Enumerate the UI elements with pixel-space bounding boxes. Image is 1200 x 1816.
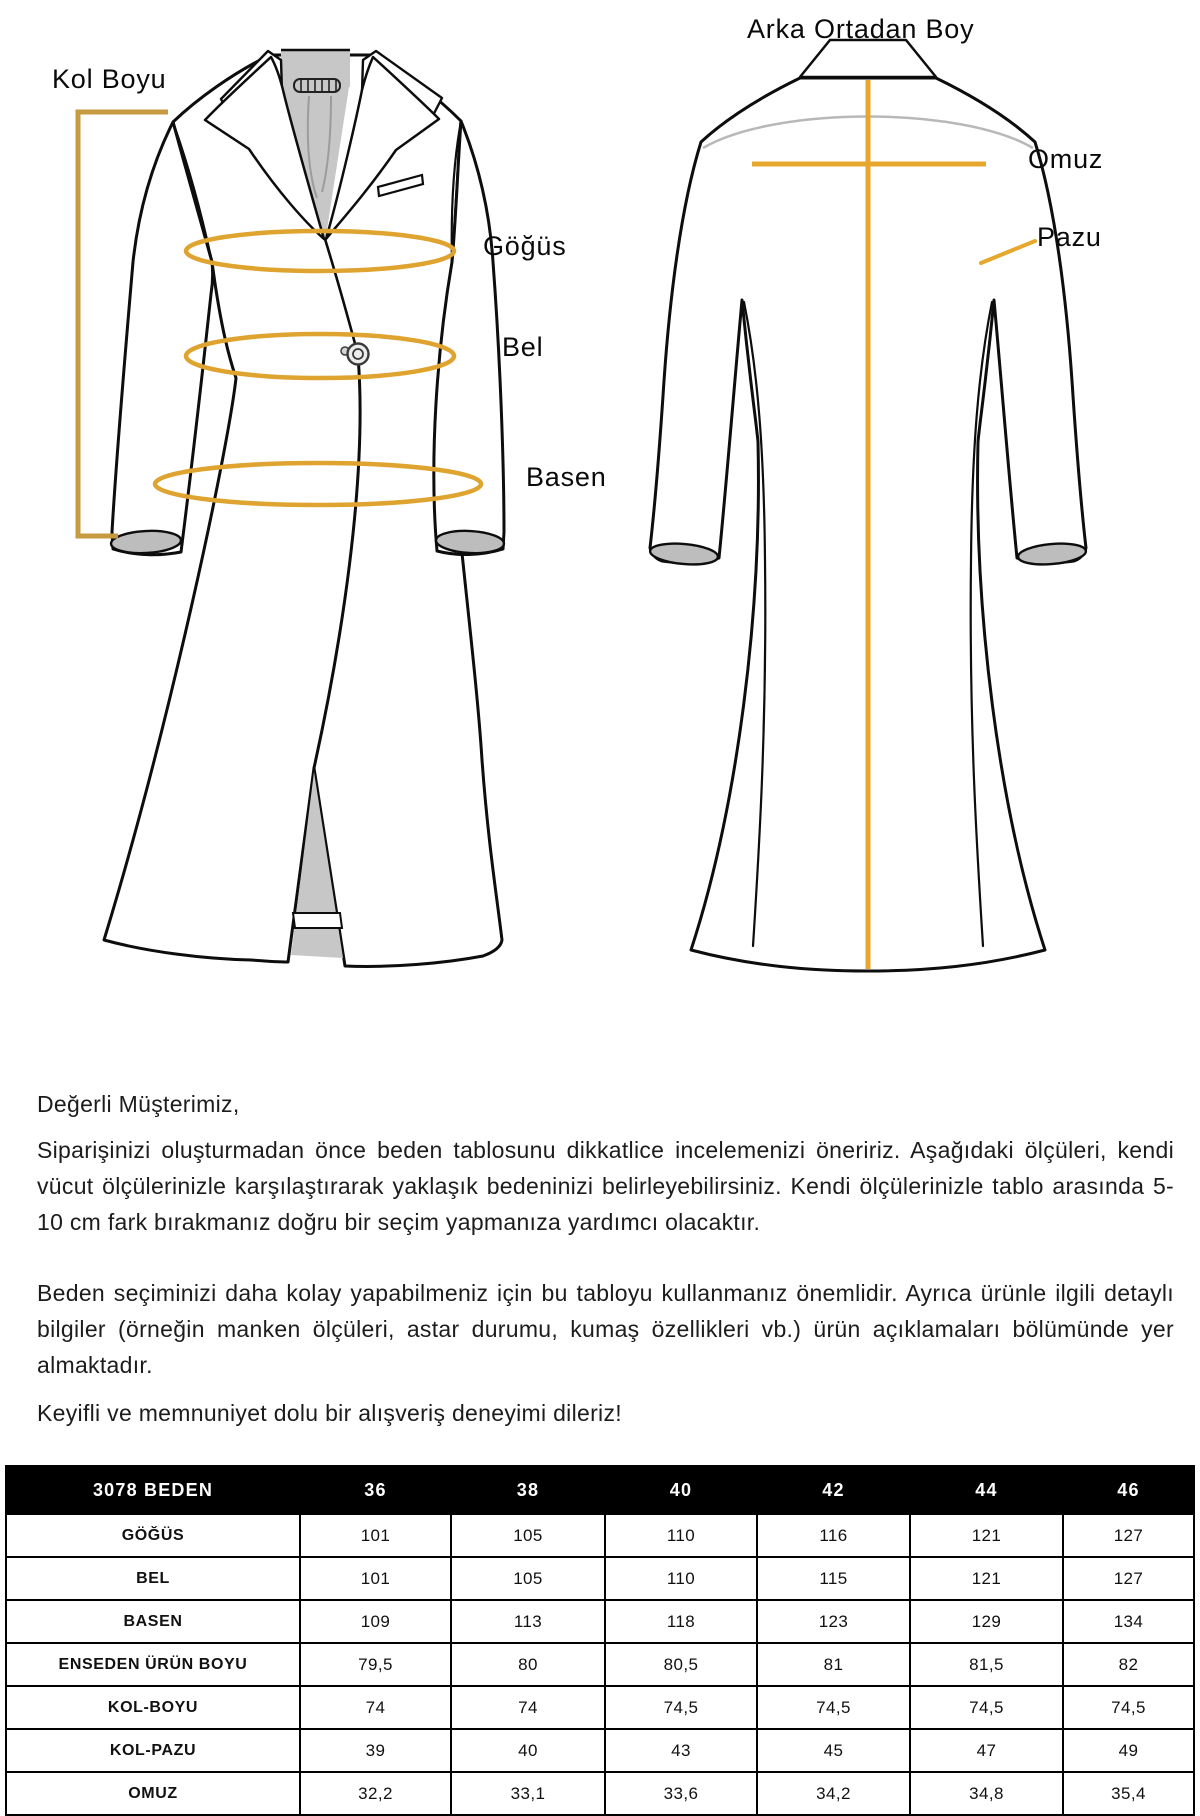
size-col-header: 42 [757,1466,910,1514]
size-value-cell: 109 [300,1600,451,1643]
label-kol-boyu: Kol Boyu [52,64,167,94]
size-value-cell: 110 [605,1557,757,1600]
size-value-cell: 127 [1063,1514,1194,1557]
label-basen: Basen [526,462,607,492]
size-col-header: 40 [605,1466,757,1514]
row-label: BASEN [6,1600,300,1643]
table-row [6,1557,1194,1600]
table-row [6,1600,1194,1643]
size-value-cell: 113 [451,1600,605,1643]
size-value-cell: 134 [1063,1600,1194,1643]
size-value-cell: 80 [451,1643,605,1686]
size-value-cell: 49 [1063,1729,1194,1772]
size-value-cell: 35,4 [1063,1772,1194,1815]
size-value-cell: 129 [910,1600,1063,1643]
size-value-cell: 45 [757,1729,910,1772]
size-value-cell: 34,2 [757,1772,910,1815]
size-value-cell: 80,5 [605,1643,757,1686]
size-value-cell: 105 [451,1514,605,1557]
back-coat-illustration [649,40,1086,971]
size-value-cell: 81 [757,1643,910,1686]
size-value-cell: 74,5 [605,1686,757,1729]
size-value-cell: 101 [300,1557,451,1600]
size-col-header: 46 [1063,1466,1194,1514]
size-value-cell: 74,5 [1063,1686,1194,1729]
closing-text: Keyifli ve memnuniyet dolu bir alışveriş deneyimi dileriz! [37,1400,622,1426]
size-value-cell: 33,1 [451,1772,605,1815]
size-value-cell: 82 [1063,1643,1194,1686]
size-value-cell: 32,2 [300,1772,451,1815]
size-value-cell: 33,6 [605,1772,757,1815]
size-table-title: 3078 BEDEN [6,1466,300,1514]
size-col-header: 44 [910,1466,1063,1514]
size-value-cell: 39 [300,1729,451,1772]
table-row [6,1686,1194,1729]
size-col-header: 38 [451,1466,605,1514]
label-pazu: Pazu [1037,222,1102,252]
row-label: KOL-BOYU [6,1686,300,1729]
size-value-cell: 47 [910,1729,1063,1772]
size-value-cell: 79,5 [300,1643,451,1686]
size-value-cell: 105 [451,1557,605,1600]
row-label: KOL-PAZU [6,1729,300,1772]
size-value-cell: 127 [1063,1557,1194,1600]
intro-paragraph-2: Beden seçiminizi daha kolay yapabilmeniz için bu tabloyu kullanmanız önemlidir. Ayrıca ürünle ilgili detaylı bilgiler (örneğin manken ölçüleri, astar durumu, kumaş özellikleri vb.) ürün açıklamaları bölümünde yer almaktadır. [37,1280,1174,1378]
size-value-cell: 74,5 [757,1686,910,1729]
size-table-header-row [6,1466,1194,1514]
row-label: GÖĞÜS [6,1514,300,1557]
size-value-cell: 34,8 [910,1772,1063,1815]
size-value-cell: 40 [451,1729,605,1772]
table-row [6,1772,1194,1815]
label-arka-ortadan-boy: Arka Ortadan Boy [747,14,975,44]
size-value-cell: 81,5 [910,1643,1063,1686]
size-col-header: 36 [300,1466,451,1514]
size-value-cell: 121 [910,1557,1063,1600]
size-table [5,1465,1195,1816]
label-gogus: Göğüs [483,231,567,261]
row-label: BEL [6,1557,300,1600]
intro-paragraph-1: Siparişinizi oluşturmadan önce beden tablosunu dikkatlice incelemenizi öneririz. Aşağıdaki ölçüleri, kendi vücut ölçülerinizle karşılaştırarak yaklaşık bedeninizi belirleyebilirsiniz. Kendi ölçülerinizle tablo arasında 5-10 cm fark bırakmanız doğru bir seçim yapmanıza yardımcı olacaktır. [37,1137,1174,1235]
front-coat-illustration [78,50,505,966]
back-collar [800,40,936,77]
size-value-cell: 115 [757,1557,910,1600]
size-value-cell: 118 [605,1600,757,1643]
size-value-cell: 74,5 [910,1686,1063,1729]
row-label: OMUZ [6,1772,300,1815]
size-value-cell: 74 [451,1686,605,1729]
size-value-cell: 43 [605,1729,757,1772]
size-value-cell: 101 [300,1514,451,1557]
size-value-cell: 123 [757,1600,910,1643]
table-row [6,1514,1194,1557]
row-label: ENSEDEN ÜRÜN BOYU [6,1643,300,1686]
table-row [6,1729,1194,1772]
size-value-cell: 116 [757,1514,910,1557]
label-omuz: Omuz [1028,144,1104,174]
size-value-cell: 121 [910,1514,1063,1557]
table-row [6,1643,1194,1686]
size-value-cell: 110 [605,1514,757,1557]
greeting-text: Değerli Müşterimiz, [37,1091,240,1117]
size-value-cell: 74 [300,1686,451,1729]
label-bel: Bel [502,332,544,362]
